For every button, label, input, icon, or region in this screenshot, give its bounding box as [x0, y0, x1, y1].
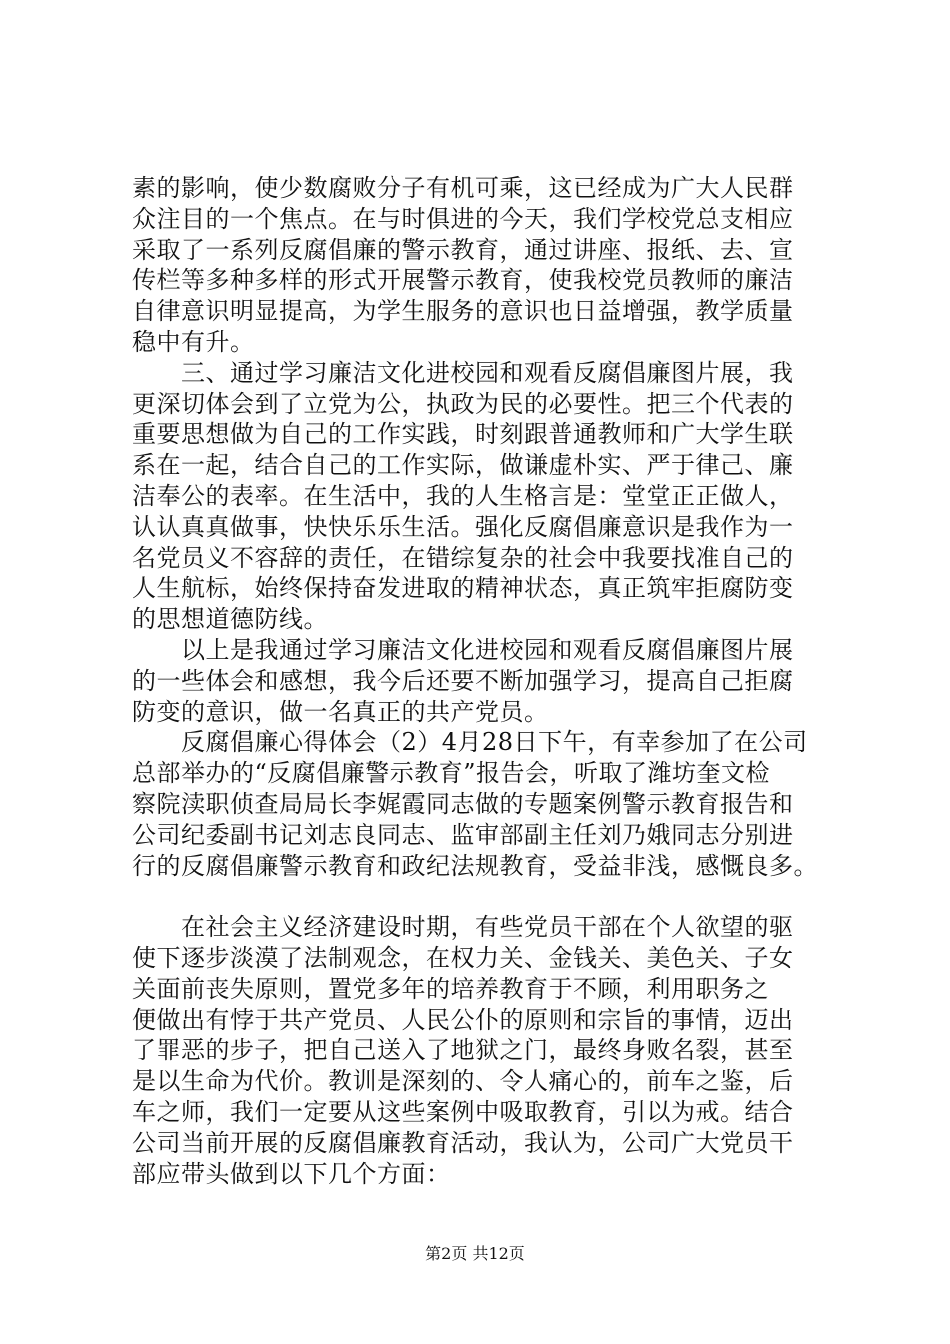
text-line: 洁奉公的表率。在生活中，我的人生格言是：堂堂正正做人，: [132, 481, 794, 510]
text-line: 的一些体会和感想，我今后还要不断加强学习，提高自己拒腐: [132, 666, 794, 695]
text-line: 系在一起，结合自己的工作实际，做谦虚朴实、严于律己、廉: [132, 451, 794, 480]
text-line: 认认真真做事，快快乐乐生活。强化反腐倡廉意识是我作为一: [132, 512, 794, 541]
text-line: 防变的意识，做一名真正的共产党员。: [132, 697, 549, 726]
text-line: 的思想道德防线。: [132, 605, 328, 634]
text-line: 总部举办的“反腐倡廉警示教育”报告会，听取了潍坊奎文检: [132, 759, 771, 788]
text-line: 公司纪委副书记刘志良同志、监审部副主任刘乃娥同志分别进: [132, 820, 794, 849]
text-line: 在社会主义经济建设时期，有些党员干部在个人欲望的驱: [132, 913, 794, 942]
text-line: 反腐倡廉心得体会（2）4月28日下午，有幸参加了在公司: [132, 728, 808, 757]
blank-line: [132, 881, 852, 912]
text-line: 车之师，我们一定要从这些案例中吸取教育，引以为戒。结合: [132, 1097, 794, 1126]
text-line: 传栏等多种多样的形式开展警示教育，使我校党员教师的廉洁: [132, 266, 794, 295]
text-line: 是以生命为代价。教训是深刻的、令人痛心的，前车之鉴，后: [132, 1067, 794, 1096]
text-line: 行的反腐倡廉警示教育和政纪法规教育，受益非浅，感慨良多。: [132, 851, 818, 880]
text-line: 公司当前开展的反腐倡廉教育活动，我认为，公司广大党员干: [132, 1128, 794, 1157]
text-line: 众注目的一个焦点。在与时俱进的今天，我们学校党总支相应: [132, 204, 794, 233]
text-line: 更深切体会到了立党为公，执政为民的必要性。把三个代表的: [132, 389, 794, 418]
text-line: 重要思想做为自己的工作实践，时刻跟普通教师和广大学生联: [132, 420, 794, 449]
text-line: 察院渎职侦查局局长李娓霞同志做的专题案例警示教育报告和: [132, 789, 794, 818]
text-line: 部应带头做到以下几个方面：: [132, 1159, 451, 1188]
text-line: 了罪恶的步子，把自己送入了地狱之门，最终身败名裂，甚至: [132, 1036, 794, 1065]
text-line: 素的影响，使少数腐败分子有机可乘，这已经成为广大人民群: [132, 174, 794, 202]
body-text: [132, 173, 852, 1189]
text-line: 使下逐步淡漠了法制观念，在权力关、金钱关、美色关、子女: [132, 943, 794, 972]
text-line: 稳中有升。: [132, 327, 255, 356]
text-line: 名党员义不容辞的责任，在错综复杂的社会中我要找准自己的: [132, 543, 794, 572]
page-footer: 第2页 共12页: [425, 1244, 525, 1263]
text-line: 便做出有悖于共产党员、人民公仆的原则和宗旨的事情，迈出: [132, 1005, 794, 1034]
text-line: 以上是我通过学习廉洁文化进校园和观看反腐倡廉图片展: [132, 635, 794, 664]
text-line: 采取了一系列反腐倡廉的警示教育，通过讲座、报纸、去、宣: [132, 235, 794, 264]
text-line: 三、通过学习廉洁文化进校园和观看反腐倡廉图片展，我: [132, 358, 794, 387]
text-line: 自律意识明显提高，为学生服务的意识也日益增强，教学质量: [132, 297, 794, 326]
text-line: 人生航标，始终保持奋发进取的精神状态，真正筑牢拒腐防变: [132, 574, 794, 603]
text-line: 关面前丧失原则，置党多年的培养教育于不顾，利用职务之: [132, 974, 769, 1003]
